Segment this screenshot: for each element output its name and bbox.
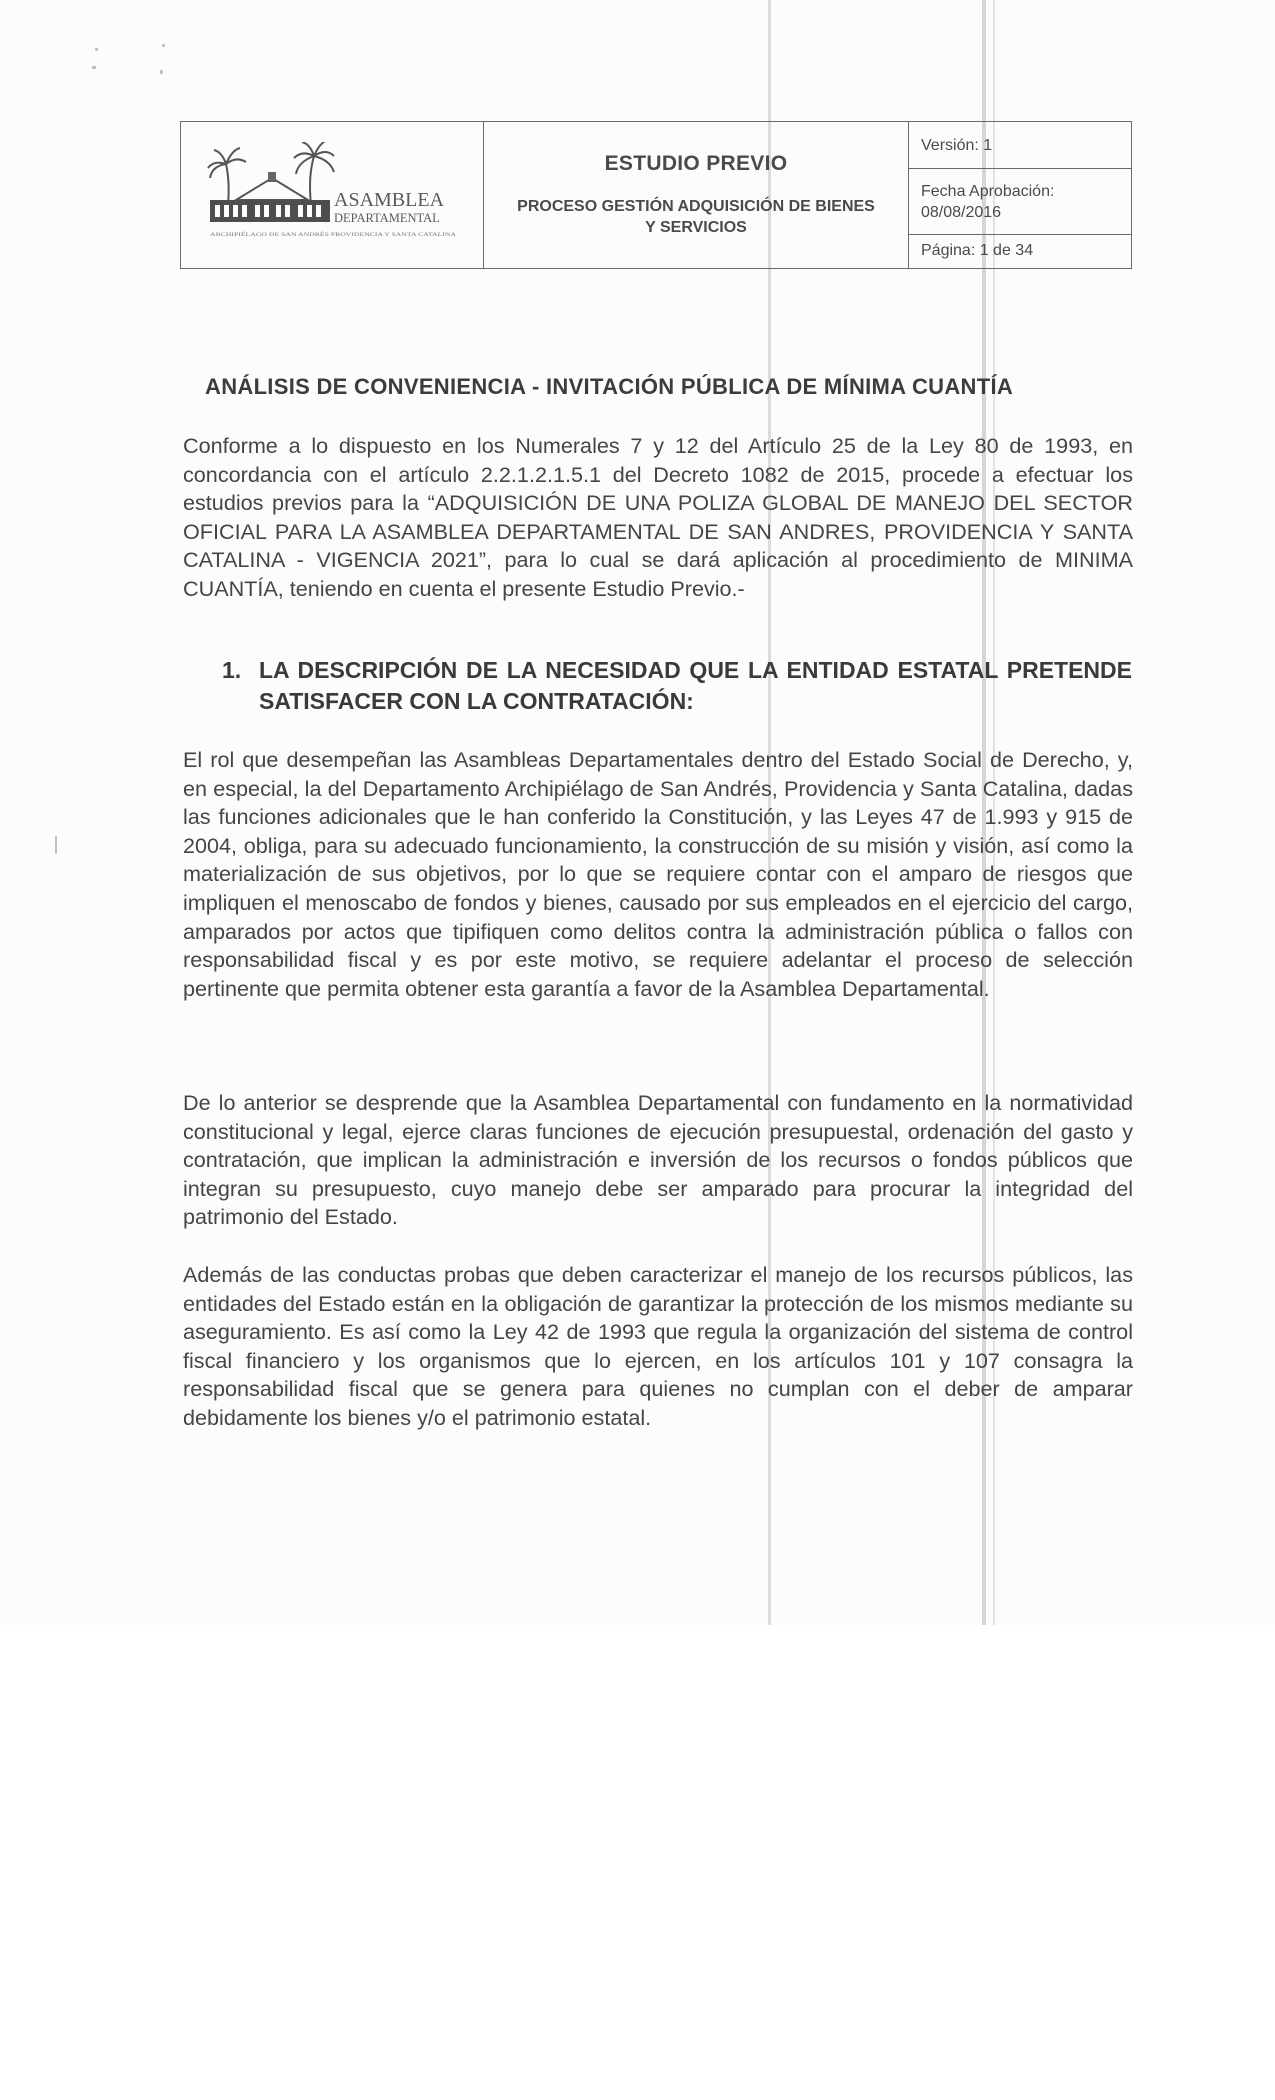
scan-speck	[162, 44, 165, 47]
scan-speck	[95, 48, 98, 51]
section-1-title: LA DESCRIPCIÓN DE LA NECESIDAD QUE LA ENTIDAD ESTATAL PRETENDE SATISFACER CON LA CONTRATACIÓN:	[259, 657, 1132, 714]
intro-paragraph: Conforme a lo dispuesto en los Numerales 7 y 12 del Artículo 25 de la Ley 80 de 1993, en concordancia con el artículo 2.2.1.2.1.5.1 del Decreto 1082 de 2015, procede a efectuar los estudios previos para la “ADQUISICIÓN DE UNA POLIZA GLOBAL DE MANEJO DEL SECTOR OFICIAL PARA LA ASAMBLEA DEPARTAMENTAL DE SAN ANDRES, PROVIDENCIA Y SANTA CATALINA - VIGENCIA 2021”, para lo cual se dará aplicación al procedimiento de MINIMA CUANTÍA, teniendo en cuenta el presente Estudio Previo.-	[183, 433, 1133, 601]
scan-speck	[160, 70, 163, 74]
metadata-cell	[909, 122, 1131, 268]
logo-tagline: ARCHIPIÉLAGO DE SAN ANDRÉS PROVIDENCIA Y SANTA CATALINA	[210, 233, 370, 238]
page-number-field: Página: 1 de 34	[921, 242, 1034, 259]
section-1-number: 1.	[222, 657, 242, 683]
logo-name: ASAMBLEA	[334, 189, 445, 211]
approval-date-field	[909, 169, 1131, 235]
logo-subname: DEPARTAMENTAL	[334, 211, 440, 225]
document-header-table	[180, 121, 1132, 269]
title-cell	[484, 122, 909, 268]
section-1-heading	[222, 655, 1132, 717]
body-paragraph-3: Además de las conductas probas que deben caracterizar el manejo de los recursos públicos, las entidades del Estado están en la obligación de garantizar la protección de los mismos mediante su aseguramiento. Es así como la Ley 42 de 1993 que regula la organización del sistema de control fiscal financiero y los organismos que lo ejercen, en los artículos 101 y 107 consagra la responsabilidad fiscal que se genera para quienes no cumplan con el deber de amparar debidamente los bienes y/o el patrimonio estatal.	[183, 1262, 1133, 1430]
main-heading: ANÁLISIS DE CONVENIENCIA - INVITACIÓN PÚBLICA DE MÍNIMA CUANTÍA	[205, 374, 1014, 399]
body-paragraph-2: De lo anterior se desprende que la Asamblea Departamental con fundamento en la normatividad constitucional y legal, ejerce claras funciones de ejecución presupuestal, ordenación del gasto y contratación, que implican la administración e inversión de los recursos o fondos públicos que integran su presupuesto, cuyo manejo debe ser amparado para procurar la integridad del patrimonio del Estado.	[183, 1090, 1133, 1230]
document-title: ESTUDIO PREVIO	[604, 152, 788, 175]
blank-scan-area	[0, 1625, 1275, 2100]
body-paragraph-1: El rol que desempeñan las Asambleas Departamentales dentro del Estado Social de Derecho, y, en especial, la del Departamento Archipiélago de San Andrés, Providencia y Santa Catalina, dadas las funciones adicionales que le han conferido la Constitución, y las Leyes 47 de 1.993 y 915 de 2004, obliga, para su adecuado funcionamiento, la construcción de su misión y visión, así como la materialización de sus objetivos, por lo que se requiere contar con el amparo de riesgos que impliquen el menoscabo de fondos y bienes, causado por sus empleados en el ejercicio del cargo, amparados por actos que tipifiquen como delitos contra la administración pública o fallos con responsabilidad fiscal y es por este motivo, se requiere adelantar el proceso de selección pertinente que permita obtener esta garantía a favor de la Asamblea Departamental.	[183, 747, 1133, 1001]
scan-speck	[92, 66, 96, 69]
approval-date-value: 08/08/2016	[921, 204, 1002, 221]
asamblea-logo-icon	[206, 142, 461, 252]
logo-cell	[181, 122, 484, 268]
version-field: Versión: 1	[909, 122, 1131, 169]
scan-speck	[55, 836, 57, 854]
document-subtitle: PROCESO GESTIÓN ADQUISICIÓN DE BIENES Y SERVICIOS	[517, 198, 875, 236]
approval-date-label: Fecha Aprobación:	[921, 183, 1055, 200]
